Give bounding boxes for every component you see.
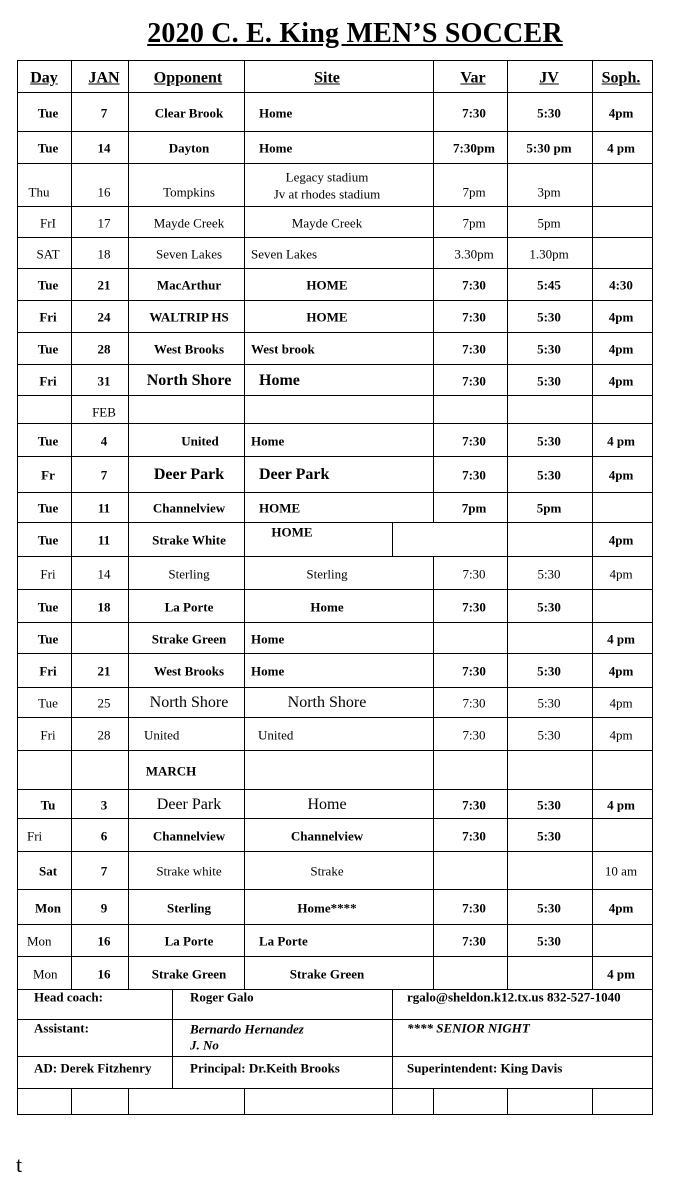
cell-date: 14 xyxy=(97,566,111,581)
cell-site: Home xyxy=(251,663,285,679)
row-divider xyxy=(18,924,652,925)
row-divider xyxy=(18,851,652,852)
cell-site: Home xyxy=(251,631,285,646)
cell-site: Home xyxy=(251,433,285,448)
column-header-site: Site xyxy=(314,69,340,87)
cell-var: 7:30 xyxy=(462,467,486,483)
row-divider xyxy=(18,1056,652,1057)
cell-var: 7:30 xyxy=(462,599,486,614)
cell-date: 11 xyxy=(97,532,111,548)
cell-opponent: Strake white xyxy=(156,863,222,879)
cell-jv: 5:30 pm xyxy=(526,140,572,156)
cell-soph: 4 pm xyxy=(607,966,635,981)
cell-day: Tue xyxy=(37,500,59,516)
cell-var: 7:30 xyxy=(462,695,486,711)
cell-var: 7:30 xyxy=(462,309,486,325)
cell-opponent: Sterling xyxy=(166,900,212,915)
cell-soph: 4pm xyxy=(609,727,633,742)
cell-day: Tue xyxy=(37,599,59,614)
cell-opponent: United xyxy=(144,727,180,742)
cell-opponent: Deer Park xyxy=(156,795,222,813)
cell-opponent: West Brooks xyxy=(153,341,225,357)
cell-soph: 4pm xyxy=(609,695,633,711)
row-divider xyxy=(18,92,652,93)
cell-site: Strake xyxy=(310,863,344,879)
row-divider xyxy=(18,622,652,623)
cell-site: Jv at rhodes stadium xyxy=(273,186,381,201)
cell-date: 18 xyxy=(97,246,111,261)
cell-day: Tue xyxy=(38,695,58,711)
cell-day: Mon xyxy=(35,900,61,915)
cell-var: 3.30pm xyxy=(454,246,494,261)
cell-opponent: West Brooks xyxy=(153,663,225,679)
cell-jv: 3pm xyxy=(537,184,561,199)
cell-opponent: Tompkins xyxy=(163,184,215,199)
cell-jv: 5:30 xyxy=(537,797,561,812)
cell-day: Fri xyxy=(40,566,56,581)
cell-opponent: Mayde Creek xyxy=(153,215,225,230)
cell-jv: 5:30 xyxy=(537,933,561,949)
cell-soph: 4 pm xyxy=(607,797,635,812)
row-divider xyxy=(18,300,652,301)
cell-opponent: Strake Green xyxy=(151,966,227,981)
assistant-label: Assistant: xyxy=(34,1020,89,1036)
row-divider xyxy=(18,653,652,654)
cell-soph: 4:30 xyxy=(609,277,633,293)
cell-jv: 5:30 xyxy=(537,695,561,711)
cell-opponent: Seven Lakes xyxy=(155,246,223,261)
cell-site: North Shore xyxy=(287,694,367,711)
cell-site: HOME xyxy=(306,277,348,293)
cell-site: HOME xyxy=(271,524,313,540)
row-divider xyxy=(18,206,652,207)
column-divider xyxy=(592,1088,593,1114)
cell-opponent: La Porte xyxy=(164,599,214,614)
column-divider xyxy=(244,61,245,989)
cell-jv: 1.30pm xyxy=(529,246,569,261)
cell-day: Mon xyxy=(27,933,52,949)
cell-site: Mayde Creek xyxy=(291,215,363,230)
cell-site: Deer Park xyxy=(259,466,330,483)
cell-soph: 4pm xyxy=(608,900,634,915)
cell-jv: 5:30 xyxy=(537,433,561,448)
cell-date: 25 xyxy=(97,695,111,711)
cell-date: 6 xyxy=(100,828,108,843)
column-divider xyxy=(392,989,393,1088)
row-divider xyxy=(18,268,652,269)
row-divider xyxy=(18,492,652,493)
athletic-director: AD: Derek Fitzhenry xyxy=(34,1060,152,1076)
row-divider xyxy=(18,750,652,751)
cell-day: SAT xyxy=(36,246,60,261)
cell-day: Thu xyxy=(28,184,50,199)
cell-soph: 4pm xyxy=(608,341,634,357)
cell-site: Channelview xyxy=(290,828,364,843)
cell-opponent: North Shore xyxy=(146,371,232,389)
cell-soph: 4 pm xyxy=(607,433,635,448)
page-title: 2020 C. E. King MEN’S SOCCER xyxy=(147,18,563,49)
cell-jv: 5:30 xyxy=(537,105,561,120)
cell-var: 7pm xyxy=(462,184,486,199)
cell-site: Home**** xyxy=(297,900,357,915)
cell-day: Tue xyxy=(37,631,59,646)
cell-date: 7 xyxy=(100,467,108,483)
schedule-table xyxy=(17,60,653,1115)
row-divider xyxy=(18,163,652,164)
cell-var: 7:30 xyxy=(462,341,486,357)
column-divider xyxy=(71,1088,72,1114)
cell-soph: 4pm xyxy=(608,105,634,120)
row-divider xyxy=(18,395,652,396)
row-divider xyxy=(18,237,652,238)
cell-jv: 5:30 xyxy=(537,900,561,915)
cell-soph: 4pm xyxy=(609,566,633,581)
cell-site: Legacy stadium xyxy=(285,169,369,184)
cell-opponent: Strake Green xyxy=(151,631,227,646)
cell-day: Tue xyxy=(37,105,59,120)
cell-opponent: United xyxy=(181,433,219,448)
cell-opponent: MARCH xyxy=(145,763,197,778)
row-divider xyxy=(18,364,652,365)
column-divider xyxy=(172,989,173,1088)
row-divider xyxy=(18,687,652,688)
row-divider xyxy=(18,956,652,957)
cell-soph: 10 am xyxy=(604,863,638,879)
column-divider xyxy=(128,1088,129,1114)
column-divider xyxy=(392,1088,393,1114)
cell-day: Tue xyxy=(37,433,59,448)
head-coach-contact: rgalo@sheldon.k12.tx.us 832-527-1040 xyxy=(407,989,621,1005)
column-header-day: Day xyxy=(30,69,58,87)
cell-opponent: Channelview xyxy=(152,828,226,843)
cell-day: Tue xyxy=(37,341,59,357)
cell-date: 24 xyxy=(97,309,111,325)
cell-opponent: WALTRIP HS xyxy=(149,309,229,325)
cell-site: United xyxy=(258,727,294,742)
cell-soph: 4 pm xyxy=(607,140,635,156)
cell-soph: 4pm xyxy=(608,309,634,325)
cell-date: 7 xyxy=(100,105,108,120)
column-divider xyxy=(433,556,434,989)
cell-day: Tue xyxy=(37,532,59,548)
cell-var: 7:30 xyxy=(462,663,486,679)
cell-day: Sat xyxy=(38,863,58,879)
cell-jv: 5:30 xyxy=(537,467,561,483)
cell-opponent: North Shore xyxy=(149,694,229,711)
cell-site: Home xyxy=(307,795,347,813)
cell-jv: 5:45 xyxy=(537,277,561,293)
cell-var: 7pm xyxy=(462,215,486,230)
cell-jv: 5:30 xyxy=(537,309,561,325)
row-divider xyxy=(18,589,652,590)
cell-opponent: Sterling xyxy=(168,566,210,581)
cell-date: 16 xyxy=(97,933,111,949)
row-divider xyxy=(18,717,652,718)
row-divider xyxy=(18,1088,652,1089)
cell-jv: 5:30 xyxy=(537,663,561,679)
column-header-jv: JV xyxy=(539,69,559,87)
cell-date: 4 xyxy=(100,433,108,448)
cell-jv: 5:30 xyxy=(537,599,561,614)
column-divider xyxy=(433,61,434,522)
column-header-date: JAN xyxy=(88,69,120,87)
row-divider xyxy=(18,131,652,132)
column-divider xyxy=(592,61,593,989)
cell-day: FrI xyxy=(40,215,56,230)
cell-var: 7:30 xyxy=(462,933,486,949)
cell-opponent: MacArthur xyxy=(156,277,222,293)
cell-opponent: Clear Brook xyxy=(154,105,224,120)
cell-jv: 5:30 xyxy=(537,341,561,357)
cell-day: Fri xyxy=(27,828,43,843)
cell-jv: 5:30 xyxy=(537,828,561,843)
cell-site: West brook xyxy=(251,341,315,357)
cell-jv: 5:30 xyxy=(537,727,561,742)
cell-date: 9 xyxy=(100,900,108,915)
cell-day: Tu xyxy=(40,797,56,812)
row-divider xyxy=(18,818,652,819)
cell-day: Fri xyxy=(40,727,56,742)
cell-opponent: Dayton xyxy=(168,140,210,156)
cell-site: HOME xyxy=(259,500,301,516)
cell-day: Fr xyxy=(41,467,55,483)
cell-site: Seven Lakes xyxy=(251,246,318,261)
row-divider xyxy=(18,889,652,890)
cell-opponent: Channelview xyxy=(152,500,226,516)
cell-var: 7:30 xyxy=(462,900,486,915)
cell-date: 21 xyxy=(97,277,111,293)
column-divider xyxy=(433,1088,434,1114)
cell-site: La Porte xyxy=(259,933,308,949)
cell-day: Fri xyxy=(39,373,57,388)
cell-date: 16 xyxy=(97,184,111,199)
senior-night-note: **** SENIOR NIGHT xyxy=(407,1020,530,1036)
column-divider xyxy=(507,1088,508,1114)
column-divider xyxy=(392,522,393,556)
cell-jv: 5:30 xyxy=(537,566,561,581)
cell-var: 7:30 xyxy=(462,566,486,581)
head-coach-name: Roger Galo xyxy=(190,989,254,1005)
column-divider xyxy=(244,1088,245,1114)
cell-site: Home xyxy=(259,140,293,156)
cell-soph: 4pm xyxy=(608,373,634,388)
cell-date: 28 xyxy=(97,727,111,742)
cell-jv: 5pm xyxy=(537,215,561,230)
cell-site: Sterling xyxy=(306,566,348,581)
stray-mark: t xyxy=(16,1152,23,1177)
cell-var: 7:30 xyxy=(462,433,486,448)
cell-site: Strake Green xyxy=(289,966,365,981)
cell-var: 7:30 xyxy=(462,828,486,843)
cell-site: Home xyxy=(310,599,344,614)
cell-day: Mon xyxy=(33,966,58,981)
cell-jv: 5pm xyxy=(536,500,562,516)
cell-date: 28 xyxy=(97,341,111,357)
column-header-var: Var xyxy=(460,69,486,87)
principal: Principal: Dr.Keith Brooks xyxy=(190,1060,340,1076)
cell-site: Home xyxy=(259,371,300,389)
cell-day: Tue xyxy=(37,277,59,293)
cell-soph: 4pm xyxy=(608,663,634,679)
cell-var: 7pm xyxy=(461,500,487,516)
cell-date: 11 xyxy=(97,500,111,516)
column-divider xyxy=(71,61,72,989)
cell-date: 16 xyxy=(97,966,111,981)
row-divider xyxy=(18,789,652,790)
row-divider xyxy=(18,522,652,523)
cell-date: FEB xyxy=(92,404,116,420)
assistant-name: Bernardo Hernandez xyxy=(190,1021,304,1037)
cell-jv: 5:30 xyxy=(537,373,561,388)
cell-date: 18 xyxy=(97,599,111,614)
cell-opponent: Deer Park xyxy=(153,466,225,483)
row-divider xyxy=(18,456,652,457)
cell-soph: 4pm xyxy=(608,532,634,548)
column-divider xyxy=(128,61,129,989)
cell-site: HOME xyxy=(306,309,348,325)
column-divider xyxy=(507,61,508,989)
cell-day: Tue xyxy=(37,140,59,156)
cell-var: 7:30 xyxy=(462,727,486,742)
cell-var: 7:30 xyxy=(462,797,486,812)
row-divider xyxy=(18,1019,652,1020)
row-divider xyxy=(18,556,652,557)
cell-site: Home xyxy=(259,105,293,120)
cell-var: 7:30pm xyxy=(453,140,495,156)
cell-var: 7:30 xyxy=(462,105,486,120)
cell-opponent: Strake White xyxy=(152,532,226,548)
assistant-name: J. No xyxy=(190,1037,219,1053)
cell-day: Fri xyxy=(39,309,57,325)
column-header-opponent: Opponent xyxy=(153,69,223,87)
cell-var: 7:30 xyxy=(462,277,486,293)
cell-day: Fri xyxy=(39,663,57,679)
cell-date: 7 xyxy=(100,863,108,879)
cell-date: 31 xyxy=(97,373,111,388)
row-divider xyxy=(18,332,652,333)
column-header-soph: Soph. xyxy=(601,69,641,87)
cell-var: 7:30 xyxy=(462,373,486,388)
cell-date: 3 xyxy=(100,797,108,812)
cell-date: 17 xyxy=(97,215,111,230)
head-coach-label: Head coach: xyxy=(34,989,103,1005)
cell-soph: 4 pm xyxy=(607,631,635,646)
cell-date: 21 xyxy=(97,663,111,679)
row-divider xyxy=(18,423,652,424)
cell-soph: 4pm xyxy=(608,467,634,483)
cell-opponent: La Porte xyxy=(164,933,214,949)
cell-date: 14 xyxy=(97,140,111,156)
superintendent: Superintendent: King Davis xyxy=(407,1060,563,1076)
